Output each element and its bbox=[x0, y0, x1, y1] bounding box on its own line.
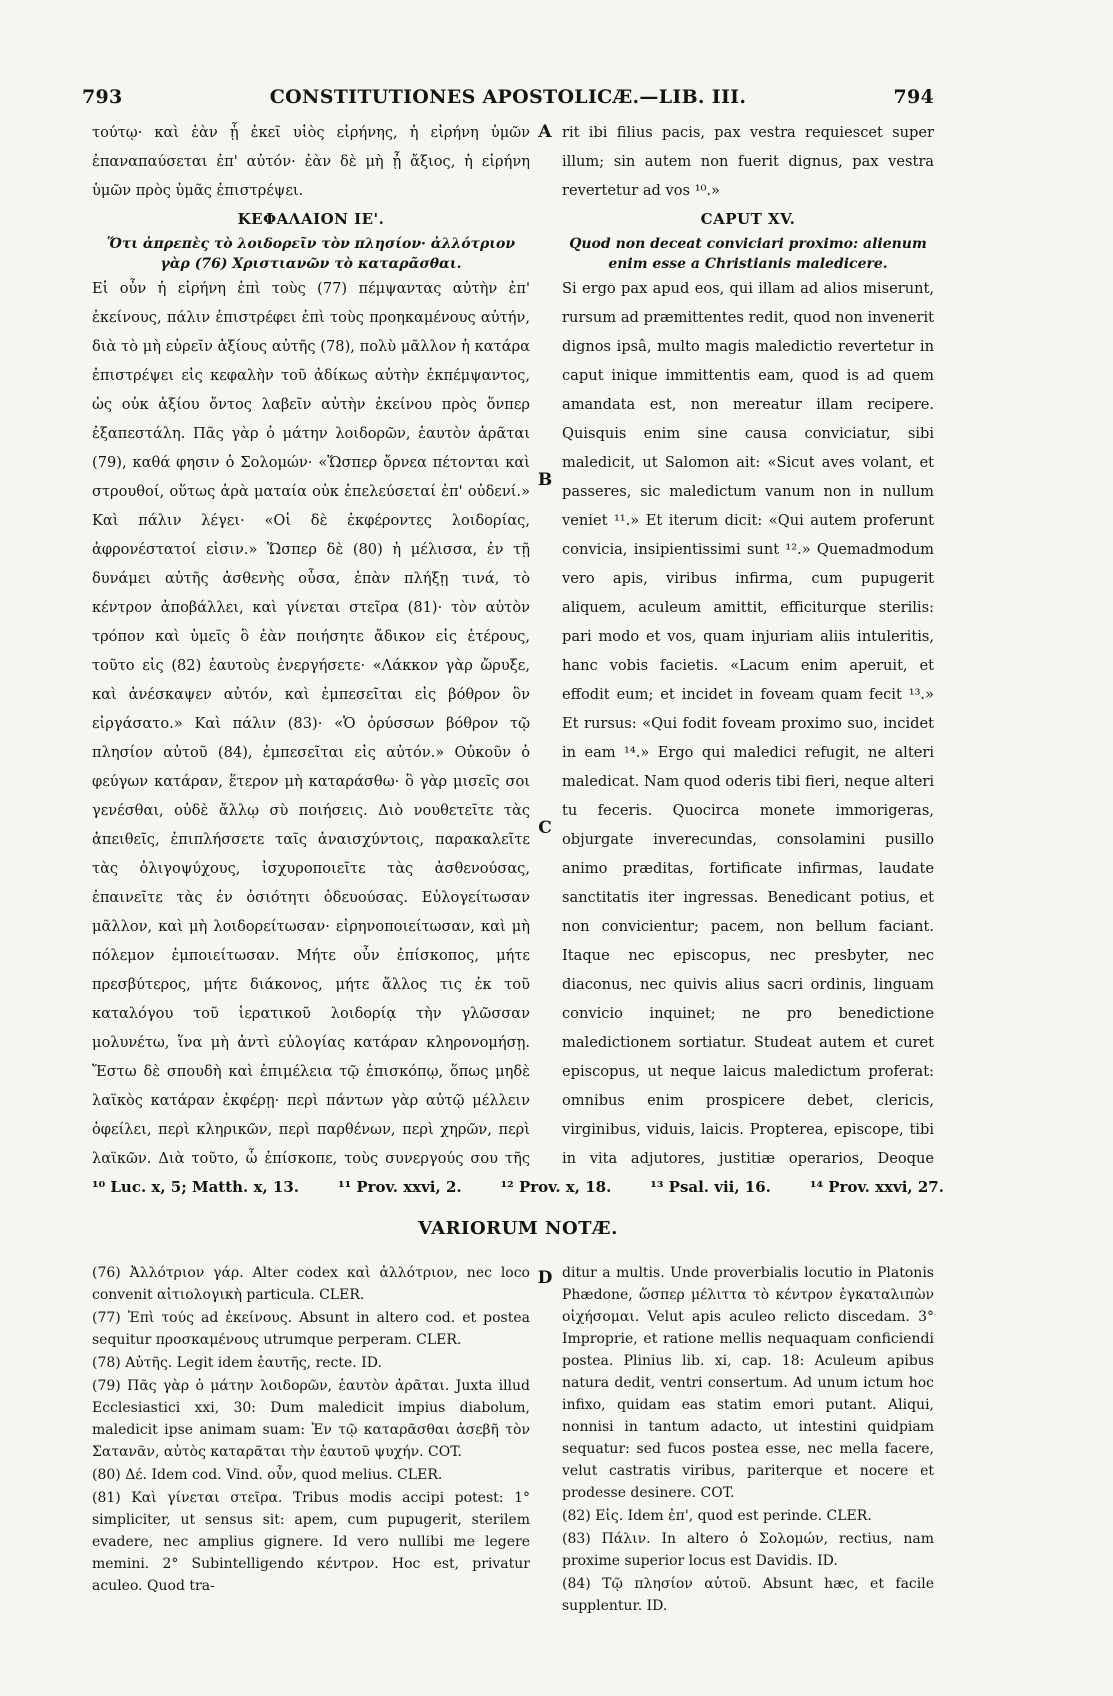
latin-chapter-summary: Quod non deceat conviciari proximo: alienum enim esse a Christianis maledicere. bbox=[569, 236, 927, 272]
note-entry: (80) Δέ. Idem cod. Vind. οὖν, quod melius. CLER. bbox=[92, 1467, 443, 1483]
latin-text-column bbox=[562, 118, 934, 1170]
running-title: CONSTITUTIONES APOSTOLICÆ.—LIB. III. bbox=[269, 86, 747, 108]
footnote: ¹² Prov. x, 18. bbox=[500, 1178, 612, 1196]
note-entry: (78) Αὐτῆς. Legit idem ἑαυτῆς, recte. ID. bbox=[92, 1355, 382, 1371]
greek-text-column bbox=[92, 118, 530, 1170]
notes-column-left bbox=[92, 1262, 530, 1682]
note-entry: (76) Ἀλλότριον γάρ. Alter codex καὶ ἀλλότριον, nec loco convenit αἰτιολογικὴ particula. CLER. bbox=[92, 1265, 530, 1303]
latin-chapter-heading: CAPUT XV. bbox=[700, 210, 796, 228]
greek-chapter-heading: ΚΕΦΑΛΑΙΟΝ ΙΕ'. bbox=[237, 210, 385, 228]
latin-body-text: Si ergo pax apud eos, qui illam ad alios miserunt, rursum ad præmittentes redit, quod non invenerit dignos ipsâ, multo magis maledictio revertetur in caput inique immittentis eam, quod is ad quem amandata est, non mereatur illam recipere. Quisquis enim sine causa conviciatur, sibi maledicit, ut Salomon ait: «Sicut aves volant, et passeres, sic maledictum vanum non in nullum veniet ¹¹.» Et iterum dicit: «Qui autem proferunt convicia, insipientissimi sunt ¹².» Quemadmodum vero apis, viribus infirma, cum pupugerit aliquem, aculeum amittit, efficiturque sterilis: pari modo et vos, quam injuriam aliis intuleritis, hanc vobis facietis. «Lacum enim aperuit, et effodit eum; et incidet in foveam quam fecit ¹³.» Et rursus: «Qui fodit foveam proximo suo, incidet in eam ¹⁴.» Ergo qui maledici refugit, ne alteri maledicat. Nam quod oderis tibi fieri, neque alteri tu feceris. Quocirca monete immorigeras, objurgate inverecundas, consolamini pusillo animo præditas, fortificate infirmas, laudate sanctitatis iter ingressas. Benedicant potius, et non convicientur; pacem, non bellum faciant. Itaque nec episcopus, nec presbyter, nec diaconus, nec quivis alius sacri ordinis, linguam convicio inquinet; ne pro benedictione maledictionem sortiatur. Studeat autem et curet episcopus, ut neque laicus maledictum proferat: omnibus enim prospicere debet, clericis, virginibus, viduis, laicis. Propterea, episcope, tibi in vita adjutores, justitiæ operarios, Deoque bbox=[562, 280, 934, 1167]
note-entry: (84) Τῷ πλησίον αὐτοῦ. Absunt hæc, et facile supplentur. ID. bbox=[562, 1576, 934, 1614]
note-entry: (77) Ἐπὶ τούς ad ἐκείνους. Absunt in altero cod. et postea sequitur προσκαμένους utrumque perperam. CLER. bbox=[92, 1310, 530, 1348]
margin-letter-b: B bbox=[537, 470, 553, 490]
notes-title: VARIORUM NOTÆ. bbox=[418, 1218, 618, 1239]
greek-body-text: Εἰ οὖν ἡ εἰρήνη ἐπὶ τοὺς (77) πέμψαντας αὐτὴν ἐπ' ἐκείνους, πάλιν ἐπιστρέφει ἐπὶ τοὺς προηκαμένους αὐτήν, διὰ τὸ μὴ εὑρεῖν ἀξίους αὐτῆς (78), πολὺ μᾶλλον ἡ κατάρα ἐπιστρέψει εἰς κεφαλὴν τοῦ ἀδίκως αὐτὴν ἐκπέμψαντος, ὡς οὐκ ἀξίου ὄντος λαβεῖν αὐτὴν ἐκείνου πρὸς ὅνπερ ἐξαπεστάλη. Πᾶς γὰρ ὁ μάτην λοιδορῶν, ἑαυτὸν ἀρᾶται (79), καθά φησιν ὁ Σολομών· «Ὥσπερ ὄρνεα πέτονται καὶ στρουθοί, οὕτως ἀρὰ ματαία οὐκ ἐπελεύσεταί ἐπ' οὐδενί.» Καὶ πάλιν λέγει· «Οἱ δὲ ἐκφέροντες λοιδορίας, ἀφρονέστατοί εἰσιν.» Ὥσπερ δὲ (80) ἡ μέλισσα, ἐν τῇ δυνάμει αὐτῆς ἀσθενὴς οὖσα, ἐπὰν πλήξῃ τινά, τὸ κέντρον ἀποβάλλει, καὶ γίνεται στεῖρα (81)· τὸν αὐτὸν τρόπον καὶ ὑμεῖς ὃ ἐὰν ποιήσητε ἄδικον εἰς ἑτέρους, τοῦτο εἰς (82) ἑαυτοὺς ἐνεργήσετε· «Λάκκον γὰρ ὤρυξε, καὶ ἀνέσκαψεν αὐτόν, καὶ ἐμπεσεῖται εἰς βόθρον ὃν εἰργάσατο.» Καὶ πάλιν (83)· «Ὁ ὀρύσσων βόθρον τῷ πλησίον αὐτοῦ (84), ἐμπεσεῖται εἰς αὐτόν.» Οὐκοῦν ὁ φεύγων κατάραν, ἕτερον μὴ καταράσθω· ὃ γὰρ μισεῖς σοι γενέσθαι, οὐδὲ ἄλλῳ σὺ ποιήσεις. Διὸ νουθετεῖτε τὰς ἀπειθεῖς, ἐπιπλήσσετε ταῖς ἀναισχύντοις, παρακαλεῖτε τὰς ὀλιγοψύχους, ἰσχυροποιεῖτε τὰς ἀσθενούσας, ἐπαινεῖτε τὰς ἐν ὁσιότητι ὁδευούσας. Εὐλογείτωσαν μᾶλλον, καὶ μὴ λοιδορείτωσαν· εἰρηνοποιείτωσαν, καὶ μὴ πόλεμον ἐμποιείτωσαν. Μήτε οὖν ἐπίσκοπος, μήτε πρεσβύτερος, μήτε διάκονος, μήτε ἄλλος τις ἐκ τοῦ καταλόγου τοῦ ἱερατικοῦ λοιδορίᾳ τὴν γλῶσσαν μολυνέτω, ἵνα μὴ ἀντὶ εὐλογίας κατάραν κληρονομήσῃ. Ἔστω δὲ σπουδὴ καὶ ἐπιμέλεια τῷ ἐπισκόπῳ, ὅπως μηδὲ λαϊκὸς κατάραν ἐκφέρῃ· περὶ πάντων γὰρ αὐτῷ μέλλειν ὀφείλει, περὶ κληρικῶν, περὶ παρθένων, περὶ χηρῶν, περὶ λαϊκῶν. Διὰ τοῦτο, ὦ ἐπίσκοπε, τοὺς συνεργούς σου τῆς bbox=[92, 280, 530, 1167]
note-entry: ditur a multis. Unde proverbialis locutio in Platonis Phædone, ὥσπερ μέλιττα τὸ κέντρον ἐγκαταλιπὼν οἰχήσομαι. Velut apis aculeo relicto discedam. 3° Improprie, et ratione mellis nequaquam conficiendi postea. Plinius lib. xi, cap. 18: Aculeum apibus natura dedit, ventri consertum. Ad unum ictum hoc infixo, quidam eas statim emori putant. Aliqui, nonnisi in tantum adacto, ut intestini quidpiam sequatur: sed fucos postea esse, nec mella facere, velut castratis viribus, pariterque et nocere et prodesse desinere. COT. bbox=[562, 1265, 934, 1501]
running-head bbox=[82, 86, 934, 116]
note-entry: (81) Καὶ γίνεται στεῖρα. Tribus modis accipi potest: 1° simpliciter, ut sensus sit: apem, cum pupugerit, sterilem evadere, nec amplius gignere. Id vero nullibi me legere memini. 2° Subintelligendo κέντρον. Hoc est, privatur aculeo. Quod tra- bbox=[92, 1490, 530, 1594]
margin-letter-d: D bbox=[537, 1268, 553, 1288]
note-entry: (82) Εἰς. Idem ἐπ', quod est perinde. CLER. bbox=[562, 1508, 872, 1524]
page-number-left: 793 bbox=[82, 86, 123, 108]
greek-chapter-summary: Ὅτι ἀπρεπὲς τὸ λοιδορεῖν τὸν πλησίον· ἀλλότριον γὰρ (76) Χριστιανῶν τὸ καταρᾶσθαι. bbox=[106, 236, 516, 272]
latin-intro: rit ibi filius pacis, pax vestra requiescet super illum; sin autem non fuerit dignus, pax vestra revertetur ad vos ¹⁰.» bbox=[562, 124, 934, 199]
footnote: ¹³ Psal. vii, 16. bbox=[650, 1178, 771, 1196]
page-number-right: 794 bbox=[893, 86, 934, 108]
greek-intro: τούτῳ· καὶ ἐὰν ᾖ ἐκεῖ υἱὸς εἰρήνης, ἡ εἰρήνη ὑμῶν ἐπαναπαύσεται ἐπ' αὐτόν· ἐὰν δὲ μὴ ᾖ ἄξιος, ἡ εἰρήνη ὑμῶν πρὸς ὑμᾶς ἐπιστρέψει. bbox=[92, 124, 530, 199]
notes-column-right bbox=[562, 1262, 934, 1682]
footnote: ¹⁴ Prov. xxvi, 27. bbox=[809, 1178, 944, 1196]
footnotes bbox=[92, 1170, 944, 1204]
note-entry: (83) Πάλιν. In altero ὁ Σολομών, rectius, nam proxime superior locus est Davidis. ID. bbox=[562, 1531, 934, 1569]
footnote: ¹¹ Prov. xxvi, 2. bbox=[338, 1178, 462, 1196]
margin-letter-a: A bbox=[538, 122, 552, 142]
footnote: ¹⁰ Luc. x, 5; Matth. x, 13. bbox=[92, 1178, 299, 1196]
margin-letter-c: C bbox=[538, 818, 552, 838]
note-entry: (79) Πᾶς γὰρ ὁ μάτην λοιδορῶν, ἑαυτὸν ἀρᾶται. Juxta illud Ecclesiastici xxi, 30: Dum maledicit impius diabolum, maledicit ipse animam suam: Ἐν τῷ καταρᾶσθαι ἀσεβῆ τὸν Σατανᾶν, αὐτὸς καταρᾶται τὴν ἑαυτοῦ ψυχήν. COT. bbox=[92, 1378, 530, 1460]
